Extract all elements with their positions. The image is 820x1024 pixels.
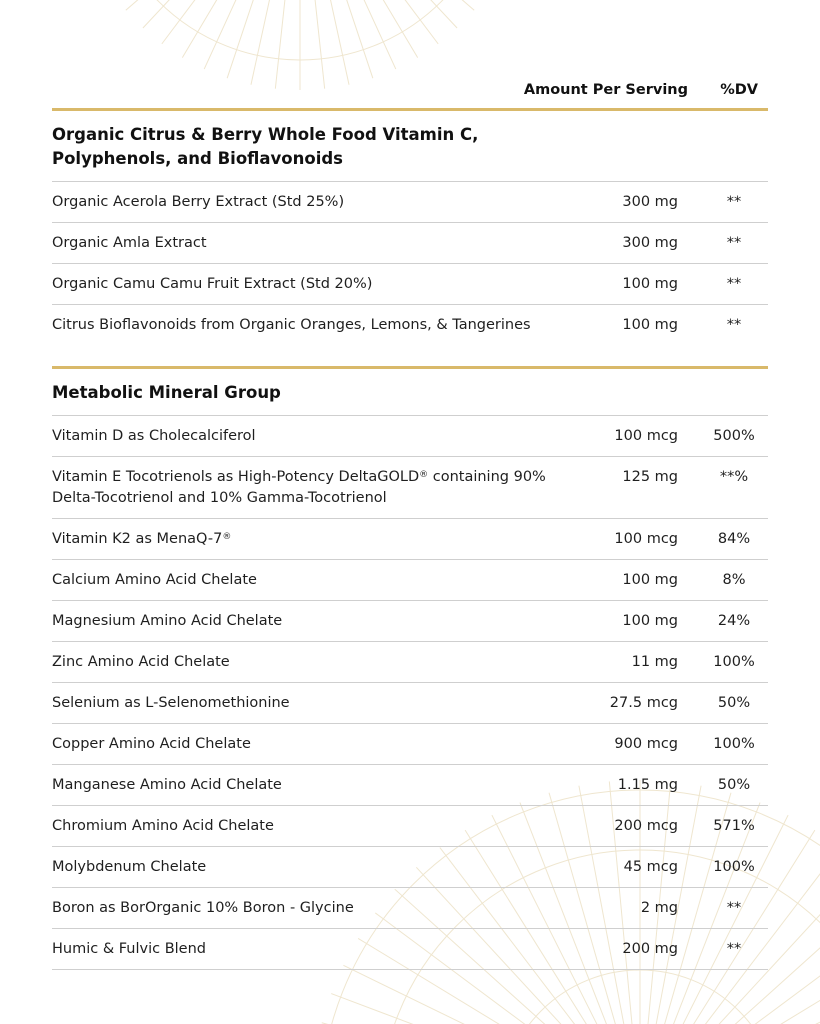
row-divider — [52, 456, 768, 457]
daily-value-percent: 50% — [717, 777, 751, 793]
section-title: Organic Citrus & Berry Whole Food Vitamin C, Polyphenols, and Bioflavonoids — [52, 125, 479, 168]
ingredient-amount: 200 mcg — [614, 818, 678, 834]
table-bottom-rule — [52, 969, 768, 970]
row-divider — [52, 559, 768, 560]
daily-value-percent: ** — [726, 941, 742, 957]
daily-value-percent: ** — [726, 235, 742, 251]
ingredient-name: Vitamin D as Cholecalciferol — [52, 428, 256, 444]
ingredient-name: Zinc Amino Acid Chelate — [52, 654, 230, 670]
daily-value-percent: 100% — [713, 736, 755, 752]
ingredient-name: Humic & Fulvic Blend — [52, 941, 206, 957]
row-divider — [52, 222, 768, 223]
ingredient-name: Vitamin E Tocotrienols as High-Potency DeltaGOLD® containing 90% Delta-Tocotrienol and 10% Gamma-Tocotrienol — [52, 469, 546, 506]
ingredient-amount: 11 mg — [631, 654, 678, 670]
ingredient-amount: 300 mg — [622, 235, 678, 251]
daily-value-percent: ** — [726, 276, 742, 292]
row-divider — [52, 304, 768, 305]
ingredient-amount: 1.15 mg — [617, 777, 678, 793]
daily-value-percent: 500% — [713, 428, 755, 444]
ingredient-name: Molybdenum Chelate — [52, 859, 207, 875]
row-divider — [52, 764, 768, 765]
ingredient-amount: 100 mcg — [614, 531, 678, 547]
daily-value-percent: 571% — [713, 818, 755, 834]
daily-value-percent: 100% — [713, 654, 755, 670]
ingredient-name: Organic Amla Extract — [52, 235, 207, 251]
row-divider — [52, 181, 768, 182]
daily-value-percent: ** — [726, 900, 742, 916]
ingredient-amount: 2 mg — [640, 900, 678, 916]
ingredient-name: Calcium Amino Acid Chelate — [52, 572, 257, 588]
daily-value-percent: **% — [719, 469, 749, 485]
ingredient-name: Boron as BorOrganic 10% Boron - Glycine — [52, 900, 354, 916]
ingredient-name: Organic Acerola Berry Extract (Std 25%) — [52, 194, 345, 210]
ingredient-amount: 27.5 mcg — [609, 695, 678, 711]
ingredient-amount: 100 mg — [622, 613, 678, 629]
daily-value-percent: 100% — [713, 859, 755, 875]
ingredient-amount: 45 mcg — [623, 859, 678, 875]
section-divider — [52, 108, 768, 111]
section-divider — [52, 366, 768, 369]
ingredient-name: Organic Camu Camu Fruit Extract (Std 20%) — [52, 276, 373, 292]
row-divider — [52, 723, 768, 724]
ingredient-amount: 900 mcg — [614, 736, 678, 752]
row-divider — [52, 682, 768, 683]
daily-value-percent: 8% — [722, 572, 746, 588]
row-divider — [52, 263, 768, 264]
row-divider — [52, 415, 768, 416]
daily-value-percent: 24% — [717, 613, 751, 629]
ingredient-name: Chromium Amino Acid Chelate — [52, 818, 274, 834]
row-divider — [52, 518, 768, 519]
ingredient-amount: 100 mg — [622, 276, 678, 292]
ingredient-amount: 100 mg — [622, 317, 678, 333]
daily-value-percent: ** — [726, 194, 742, 210]
daily-value-percent: ** — [726, 317, 742, 333]
ingredient-name: Manganese Amino Acid Chelate — [52, 777, 282, 793]
daily-value-percent: 84% — [717, 531, 751, 547]
ingredient-amount: 200 mg — [622, 941, 678, 957]
daily-value-percent: 50% — [717, 695, 751, 711]
ingredient-amount: 100 mg — [622, 572, 678, 588]
amount-per-serving-header: Amount Per Serving — [523, 82, 688, 98]
row-divider — [52, 641, 768, 642]
ingredient-name: Vitamin K2 as MenaQ-7® — [52, 531, 232, 547]
ingredient-amount: 300 mg — [622, 194, 678, 210]
ingredient-name: Selenium as L-Selenomethionine — [52, 695, 290, 711]
row-divider — [52, 805, 768, 806]
section-title: Metabolic Mineral Group — [52, 383, 281, 402]
ingredient-amount: 100 mcg — [614, 428, 678, 444]
ingredient-name: Copper Amino Acid Chelate — [52, 736, 251, 752]
ingredient-name: Citrus Bioflavonoids from Organic Oranges, Lemons, & Tangerines — [52, 317, 531, 333]
row-divider — [52, 846, 768, 847]
row-divider — [52, 887, 768, 888]
row-divider — [52, 600, 768, 601]
daily-value-header: %DV — [720, 82, 758, 98]
ingredient-amount: 125 mg — [622, 469, 678, 485]
row-divider — [52, 928, 768, 929]
ingredient-name: Magnesium Amino Acid Chelate — [52, 613, 283, 629]
